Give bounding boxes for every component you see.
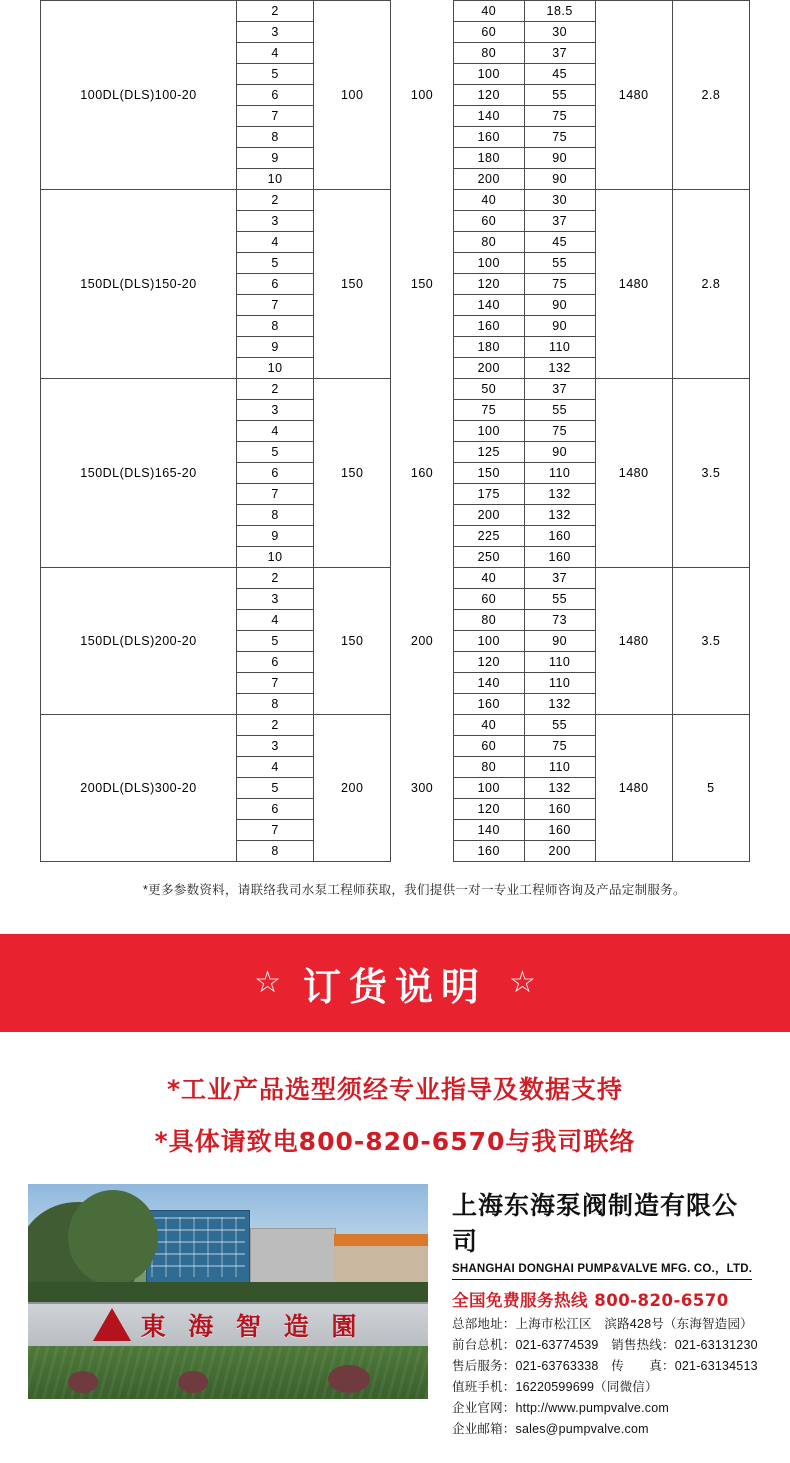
cell-head: 132 xyxy=(524,505,595,526)
cell-flow: 100 xyxy=(453,778,524,799)
cell-stage: 7 xyxy=(237,295,314,316)
notice-block xyxy=(0,1032,790,1158)
cell-stage: 7 xyxy=(237,820,314,841)
cell-head: 55 xyxy=(524,589,595,610)
company-contact-line: 企业邮箱：sales@pumpvalve.com xyxy=(452,1422,649,1436)
cell-flow: 120 xyxy=(453,85,524,106)
tree-left-back xyxy=(68,1190,158,1285)
cell-head: 90 xyxy=(524,148,595,169)
cell-head-dn: 150 xyxy=(391,190,454,379)
cell-head: 160 xyxy=(524,547,595,568)
cell-stage: 6 xyxy=(237,463,314,484)
cell-power: 5 xyxy=(672,715,749,862)
building-glass xyxy=(146,1210,250,1284)
cell-stage: 8 xyxy=(237,694,314,715)
cell-head: 90 xyxy=(524,295,595,316)
cell-flow: 250 xyxy=(453,547,524,568)
cell-head: 18.5 xyxy=(524,1,595,22)
cell-stage: 7 xyxy=(237,106,314,127)
cell-stage: 6 xyxy=(237,799,314,820)
cell-head: 75 xyxy=(524,274,595,295)
shrub xyxy=(178,1371,208,1393)
cell-flow: 180 xyxy=(453,337,524,358)
company-contact-line: 前台总机：021-63774539 销售热线：021-63131230 xyxy=(452,1338,758,1352)
cell-stage: 6 xyxy=(237,274,314,295)
cell-stage: 4 xyxy=(237,757,314,778)
cell-flow-dn: 150 xyxy=(314,568,391,715)
cell-flow: 80 xyxy=(453,757,524,778)
company-contact-line: 总部地址：上海市松江区 滨路428号（东海智造园） xyxy=(452,1317,753,1331)
cell-flow: 80 xyxy=(453,43,524,64)
cell-stage: 3 xyxy=(237,736,314,757)
cell-stage: 8 xyxy=(237,316,314,337)
cell-flow: 140 xyxy=(453,295,524,316)
company-info xyxy=(452,1184,762,1437)
cell-head: 75 xyxy=(524,421,595,442)
cell-head: 30 xyxy=(524,190,595,211)
company-name-cn: 上海东海泵阀制造有限公司 xyxy=(452,1191,739,1256)
cell-model: 150DL(DLS)165-20 xyxy=(41,379,237,568)
cell-stage: 10 xyxy=(237,547,314,568)
sign-wall-text xyxy=(28,1302,428,1348)
cell-stage: 8 xyxy=(237,841,314,862)
cell-head: 55 xyxy=(524,85,595,106)
cell-head-dn: 200 xyxy=(391,568,454,715)
cell-flow: 175 xyxy=(453,484,524,505)
shrub xyxy=(68,1371,98,1393)
cell-head: 30 xyxy=(524,22,595,43)
cell-flow: 60 xyxy=(453,736,524,757)
cell-head: 110 xyxy=(524,463,595,484)
table-row xyxy=(41,190,750,211)
cell-power: 3.5 xyxy=(672,379,749,568)
cell-head: 55 xyxy=(524,715,595,736)
building-white xyxy=(250,1228,336,1284)
company-contact-line: 企业官网：http://www.pumpvalve.com xyxy=(452,1401,669,1415)
cell-flow-dn: 150 xyxy=(314,190,391,379)
cell-flow: 225 xyxy=(453,526,524,547)
company-contact-line: 售后服务：021-63763338 传 真：021-63134513 xyxy=(452,1359,758,1373)
cell-flow: 160 xyxy=(453,694,524,715)
shrub xyxy=(328,1365,370,1393)
star-icon-left: ☆ xyxy=(254,966,281,999)
cell-stage: 5 xyxy=(237,631,314,652)
cell-head: 75 xyxy=(524,736,595,757)
notice-line-2: *具体请致电800-820-6570与我司联络 xyxy=(154,1127,636,1156)
cell-stage: 6 xyxy=(237,652,314,673)
cell-model: 200DL(DLS)300-20 xyxy=(41,715,237,862)
cell-flow: 140 xyxy=(453,820,524,841)
triangle-logo-icon xyxy=(93,1308,131,1342)
cell-head: 37 xyxy=(524,379,595,400)
cell-model: 150DL(DLS)150-20 xyxy=(41,190,237,379)
cell-flow: 60 xyxy=(453,211,524,232)
cell-stage: 4 xyxy=(237,43,314,64)
building-beige xyxy=(334,1234,428,1284)
cell-flow-dn: 100 xyxy=(314,1,391,190)
cell-stage: 2 xyxy=(237,190,314,211)
cell-head: 110 xyxy=(524,673,595,694)
cell-speed: 1480 xyxy=(595,379,672,568)
table-row xyxy=(41,379,750,400)
cell-head: 110 xyxy=(524,652,595,673)
cell-head: 160 xyxy=(524,820,595,841)
cell-flow: 125 xyxy=(453,442,524,463)
cell-stage: 3 xyxy=(237,211,314,232)
cell-flow: 120 xyxy=(453,652,524,673)
cell-stage: 9 xyxy=(237,526,314,547)
cell-flow-dn: 150 xyxy=(314,379,391,568)
cell-flow: 100 xyxy=(453,421,524,442)
table-row xyxy=(41,715,750,736)
factory-photo xyxy=(28,1184,428,1399)
company-hotline: 全国免费服务热线 800-820-6570 xyxy=(452,1291,729,1310)
cell-head: 132 xyxy=(524,778,595,799)
cell-head: 90 xyxy=(524,631,595,652)
cell-stage: 2 xyxy=(237,1,314,22)
cell-speed: 1480 xyxy=(595,715,672,862)
cell-flow: 140 xyxy=(453,106,524,127)
cell-stage: 3 xyxy=(237,400,314,421)
cell-flow: 40 xyxy=(453,715,524,736)
cell-flow: 160 xyxy=(453,316,524,337)
cell-flow: 200 xyxy=(453,169,524,190)
cell-flow: 80 xyxy=(453,232,524,253)
cell-stage: 5 xyxy=(237,442,314,463)
cell-stage: 9 xyxy=(237,148,314,169)
cell-flow: 150 xyxy=(453,463,524,484)
cell-stage: 2 xyxy=(237,379,314,400)
banner-title: 订货说明 xyxy=(302,964,487,1009)
cell-stage: 8 xyxy=(237,505,314,526)
cell-head: 160 xyxy=(524,526,595,547)
cell-stage: 2 xyxy=(237,715,314,736)
cell-flow: 40 xyxy=(453,568,524,589)
pump-spec-table xyxy=(40,0,750,862)
cell-flow: 40 xyxy=(453,1,524,22)
company-name-en: SHANGHAI DONGHAI PUMP&VALVE MFG. CO.，LTD. xyxy=(452,1260,752,1280)
cell-stage: 6 xyxy=(237,85,314,106)
cell-head-dn: 100 xyxy=(391,1,454,190)
cell-power: 2.8 xyxy=(672,1,749,190)
cell-flow: 140 xyxy=(453,673,524,694)
cell-flow: 200 xyxy=(453,505,524,526)
cell-head: 45 xyxy=(524,232,595,253)
cell-head: 75 xyxy=(524,127,595,148)
cell-head: 110 xyxy=(524,337,595,358)
cell-flow: 100 xyxy=(453,253,524,274)
cell-flow: 200 xyxy=(453,358,524,379)
cell-stage: 3 xyxy=(237,589,314,610)
cell-stage: 4 xyxy=(237,421,314,442)
cell-model: 100DL(DLS)100-20 xyxy=(41,1,237,190)
cell-head: 132 xyxy=(524,484,595,505)
cell-stage: 7 xyxy=(237,484,314,505)
cell-stage: 10 xyxy=(237,358,314,379)
table-row xyxy=(41,568,750,589)
cell-head: 200 xyxy=(524,841,595,862)
company-contact-lines xyxy=(452,1314,762,1437)
order-notice-banner xyxy=(0,934,790,1032)
cell-power: 3.5 xyxy=(672,568,749,715)
cell-flow: 40 xyxy=(453,190,524,211)
cell-flow: 120 xyxy=(453,799,524,820)
cell-stage: 5 xyxy=(237,778,314,799)
cell-stage: 2 xyxy=(237,568,314,589)
company-contact-line: 值班手机：16220599699（同微信） xyxy=(452,1380,658,1394)
cell-head: 55 xyxy=(524,253,595,274)
cell-flow-dn: 200 xyxy=(314,715,391,862)
sign-wall-label: 東 海 智 造 園 xyxy=(140,1312,364,1341)
cell-head: 45 xyxy=(524,64,595,85)
cell-flow: 180 xyxy=(453,148,524,169)
cell-speed: 1480 xyxy=(595,568,672,715)
cell-flow: 100 xyxy=(453,631,524,652)
cell-head: 160 xyxy=(524,799,595,820)
cell-head: 37 xyxy=(524,568,595,589)
cell-stage: 7 xyxy=(237,673,314,694)
cell-power: 2.8 xyxy=(672,190,749,379)
cell-flow: 80 xyxy=(453,610,524,631)
cell-stage: 4 xyxy=(237,232,314,253)
cell-stage: 8 xyxy=(237,127,314,148)
cell-head: 132 xyxy=(524,358,595,379)
cell-head-dn: 160 xyxy=(391,379,454,568)
cell-speed: 1480 xyxy=(595,1,672,190)
cell-stage: 4 xyxy=(237,610,314,631)
cell-flow: 120 xyxy=(453,274,524,295)
cell-head: 110 xyxy=(524,757,595,778)
cell-stage: 3 xyxy=(237,22,314,43)
cell-speed: 1480 xyxy=(595,190,672,379)
cell-flow: 60 xyxy=(453,589,524,610)
cell-stage: 10 xyxy=(237,169,314,190)
table-footnote: *更多参数资料，请联络我司水泵工程师获取，我们提供一对一专业工程师咨询及产品定制服务。 xyxy=(143,883,686,897)
table-row xyxy=(41,1,750,22)
cell-flow: 160 xyxy=(453,841,524,862)
cell-head: 132 xyxy=(524,694,595,715)
cell-head: 37 xyxy=(524,43,595,64)
cell-flow: 160 xyxy=(453,127,524,148)
cell-head: 37 xyxy=(524,211,595,232)
cell-flow: 100 xyxy=(453,64,524,85)
cell-head: 90 xyxy=(524,169,595,190)
cell-flow: 60 xyxy=(453,22,524,43)
cell-head-dn: 300 xyxy=(391,715,454,862)
cell-flow: 75 xyxy=(453,400,524,421)
cell-head: 90 xyxy=(524,442,595,463)
cell-model: 150DL(DLS)200-20 xyxy=(41,568,237,715)
cell-head: 73 xyxy=(524,610,595,631)
footer xyxy=(0,1184,790,1463)
cell-head: 90 xyxy=(524,316,595,337)
cell-stage: 9 xyxy=(237,337,314,358)
cell-stage: 5 xyxy=(237,64,314,85)
cell-head: 75 xyxy=(524,106,595,127)
star-icon-right: ☆ xyxy=(509,966,536,999)
cell-stage: 5 xyxy=(237,253,314,274)
notice-line-1: *工业产品选型须经专业指导及数据支持 xyxy=(166,1075,624,1104)
cell-flow: 50 xyxy=(453,379,524,400)
cell-head: 55 xyxy=(524,400,595,421)
